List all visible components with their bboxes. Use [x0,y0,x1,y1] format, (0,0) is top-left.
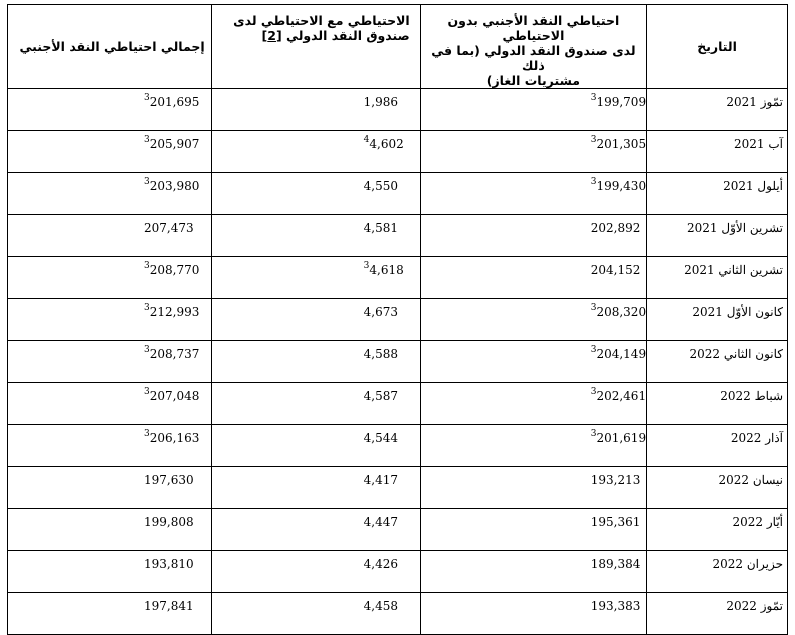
excl-imf-cell-value-wrap [591,347,646,361]
excl-imf-cell-value: 193,213 [590,473,641,487]
footnote-marker: 3 [144,261,150,271]
total-cell-value-wrap [144,515,194,529]
with-imf-cell-value: 4,458 [363,599,399,613]
date-cell [647,89,788,131]
with-imf-cell-value: 4,447 [363,515,399,529]
total-cell-value: 199,808 [144,515,194,529]
total-cell-value-wrap [144,137,199,151]
total-cell-value: 193,810 [144,557,194,571]
excl-imf-cell [420,383,646,425]
footnote-marker: 3 [590,177,597,187]
with-imf-cell-value-wrap [364,389,398,403]
with-imf-cell-value: 1,986 [363,95,399,109]
total-cell [8,551,212,593]
excl-imf-cell-value: 193,383 [590,599,641,613]
header-total [8,5,212,89]
footnote-marker: 3 [590,429,597,439]
table-row [8,299,788,341]
excl-imf-cell-value: 201,305 [596,137,647,151]
table-row [8,383,788,425]
excl-imf-cell [420,299,646,341]
total-cell [8,89,212,131]
date-cell [647,173,788,215]
total-cell-value: 197,630 [144,473,194,487]
total-cell [8,215,212,257]
table-row [8,467,788,509]
footnote-marker: 3 [144,135,150,145]
total-cell-value: 207,048 [149,389,200,403]
with-imf-cell-value-wrap [364,95,398,109]
header-with-imf-line: الاحتياطي مع الاحتياطي لدى [233,13,410,28]
date-cell-value: تمّوز 2022 [726,599,783,613]
table-row [8,509,788,551]
with-imf-cell-value-wrap [364,515,398,529]
total-cell [8,341,212,383]
with-imf-cell-value: 4,673 [363,305,399,319]
excl-imf-cell-value-wrap [591,137,646,151]
date-cell [647,593,788,635]
total-cell-value: 212,993 [149,305,200,319]
reserves-table [7,4,788,635]
excl-imf-cell-value: 202,892 [590,221,641,235]
date-cell [647,425,788,467]
footnote-marker: 3 [144,387,150,397]
date-cell-value: أيّار 2022 [732,515,783,529]
total-cell-value-wrap [144,389,199,403]
excl-imf-cell-value-wrap [591,179,646,193]
total-cell-value: 207,473 [144,221,194,235]
with-imf-cell [211,593,420,635]
total-cell-value: 203,980 [149,179,200,193]
total-cell-value-wrap [144,95,199,109]
total-cell-value-wrap [144,599,194,613]
with-imf-cell-value: 4,544 [363,431,399,445]
footnote-marker: 3 [144,93,150,103]
footnote-marker: 4 [363,135,370,145]
with-imf-cell-value-wrap [364,305,398,319]
total-cell-value-wrap [144,557,194,571]
with-imf-cell [211,467,420,509]
date-cell-value: كانون الأوّل 2021 [692,305,783,319]
total-cell-value: 197,841 [144,599,194,613]
with-imf-cell-value-wrap [364,599,398,613]
excl-imf-cell [420,131,646,173]
total-cell-value-wrap [144,347,199,361]
table-row [8,593,788,635]
excl-imf-cell [420,467,646,509]
excl-imf-cell-value: 208,320 [596,305,647,319]
total-cell-value: 206,163 [149,431,200,445]
total-cell-value: 208,737 [149,347,200,361]
with-imf-cell-value-wrap [364,221,398,235]
date-cell-value: آب 2021 [734,137,783,151]
with-imf-cell [211,383,420,425]
date-cell [647,467,788,509]
total-cell [8,257,212,299]
with-imf-cell-value: 4,550 [363,179,399,193]
header-with-imf-line: صندوق النقد الدولي [286,28,410,43]
header-row [8,5,788,89]
with-imf-cell [211,173,420,215]
date-cell-value: نيسان 2022 [718,473,783,487]
excl-imf-cell-value: 202,461 [596,389,647,403]
table-row [8,173,788,215]
header-excl-imf-line: لدى صندوق النقد الدولي (بما في ذلك [431,43,636,73]
excl-imf-cell-value-wrap [591,557,641,571]
date-cell [647,551,788,593]
excl-imf-cell-value-wrap [591,389,646,403]
with-imf-cell-value: 4,618 [369,263,404,277]
total-cell-value: 208,770 [149,263,200,277]
with-imf-cell-value: 4,417 [363,473,399,487]
table-row [8,131,788,173]
table-row [8,89,788,131]
excl-imf-cell [420,341,646,383]
with-imf-cell [211,425,420,467]
total-cell [8,593,212,635]
excl-imf-cell-value-wrap [591,515,641,529]
total-cell [8,425,212,467]
footnote-marker: 3 [144,303,150,313]
with-imf-cell [211,299,420,341]
excl-imf-cell-value: 189,384 [590,557,641,571]
excl-imf-cell [420,551,646,593]
date-cell-value: حزيران 2022 [712,557,783,571]
date-cell-value: تشرين الأوّل 2021 [686,221,783,235]
excl-imf-cell [420,509,646,551]
date-cell-value: شباط 2022 [720,389,783,403]
header-excl-imf [420,5,646,89]
table-row [8,551,788,593]
excl-imf-cell-value-wrap [591,95,646,109]
excl-imf-cell-value: 199,430 [596,179,647,193]
date-cell-value: كانون الثاني 2022 [689,347,783,361]
footnote-marker: 3 [590,387,597,397]
excl-imf-cell-value: 204,152 [590,263,641,277]
excl-imf-cell-value: 199,709 [596,95,647,109]
with-imf-cell-value-wrap [364,137,404,151]
total-cell-value-wrap [144,473,194,487]
total-cell [8,467,212,509]
header-with-imf [211,5,420,89]
total-cell-value: 205,907 [149,137,200,151]
total-cell-value-wrap [144,431,199,445]
with-imf-cell [211,215,420,257]
excl-imf-cell [420,425,646,467]
with-imf-cell-value-wrap [364,431,398,445]
footnote-marker: 3 [590,345,597,355]
with-imf-cell-value: 4,588 [363,347,399,361]
header-excl-imf-line: مشتريات الغاز) [486,73,581,88]
date-cell-value: أيلول 2021 [723,179,783,193]
excl-imf-cell-value: 195,361 [590,515,641,529]
excl-imf-cell [420,173,646,215]
date-cell [647,383,788,425]
excl-imf-cell-value-wrap [591,473,641,487]
with-imf-cell [211,131,420,173]
date-cell [647,341,788,383]
footnote-marker: 3 [144,177,150,187]
excl-imf-cell-value-wrap [591,263,641,277]
excl-imf-cell [420,89,646,131]
excl-imf-cell [420,257,646,299]
total-cell [8,299,212,341]
date-cell-value: تشرين الثاني 2021 [684,263,783,277]
excl-imf-cell [420,593,646,635]
table-row [8,215,788,257]
excl-imf-cell-value-wrap [591,305,646,319]
table-row [8,425,788,467]
table-row [8,341,788,383]
header-total-label: إجمالي احتياطي النقد الأجنبي [19,39,205,54]
excl-imf-cell-value: 204,149 [596,347,647,361]
with-imf-cell [211,509,420,551]
with-imf-cell-value: 4,426 [363,557,399,571]
date-cell-value: تمّوز 2021 [726,95,783,109]
total-cell-value-wrap [144,263,199,277]
date-cell [647,215,788,257]
with-imf-cell-value-wrap [364,179,398,193]
with-imf-cell-value: 4,587 [363,389,399,403]
date-cell [647,509,788,551]
total-cell-value-wrap [144,221,194,235]
with-imf-cell-value-wrap [364,263,404,277]
total-cell-value: 201,695 [149,95,200,109]
footnote-marker: 3 [363,261,370,271]
excl-imf-cell-value-wrap [591,599,641,613]
header-date [647,5,788,89]
with-imf-cell-value: 4,581 [363,221,399,235]
with-imf-cell [211,257,420,299]
date-cell-value: آذار 2022 [730,431,783,445]
with-imf-cell-value-wrap [364,347,398,361]
total-cell [8,509,212,551]
table-row [8,257,788,299]
total-cell [8,131,212,173]
footnote-marker: 3 [590,135,597,145]
total-cell-value-wrap [144,305,199,319]
footnote-marker: 3 [144,429,150,439]
with-imf-cell [211,551,420,593]
date-cell [647,299,788,341]
with-imf-cell [211,341,420,383]
footnote-marker: 3 [144,345,150,355]
date-cell [647,257,788,299]
excl-imf-cell-value: 201,619 [596,431,647,445]
excl-imf-cell-value-wrap [591,431,646,445]
with-imf-cell-value: 4,602 [369,137,404,151]
total-cell [8,383,212,425]
total-cell-value-wrap [144,179,199,193]
date-cell [647,131,788,173]
footnote-ref-link[interactable]: [2] [261,28,282,43]
excl-imf-cell [420,215,646,257]
header-excl-imf-line: احتياطي النقد الأجنبي بدون الاحتياطي [447,13,620,43]
with-imf-cell [211,89,420,131]
with-imf-cell-value-wrap [364,557,398,571]
header-date-label: التاريخ [697,39,737,54]
excl-imf-cell-value-wrap [591,221,641,235]
footnote-marker: 3 [590,303,597,313]
total-cell [8,173,212,215]
footnote-marker: 3 [590,93,597,103]
with-imf-cell-value-wrap [364,473,398,487]
